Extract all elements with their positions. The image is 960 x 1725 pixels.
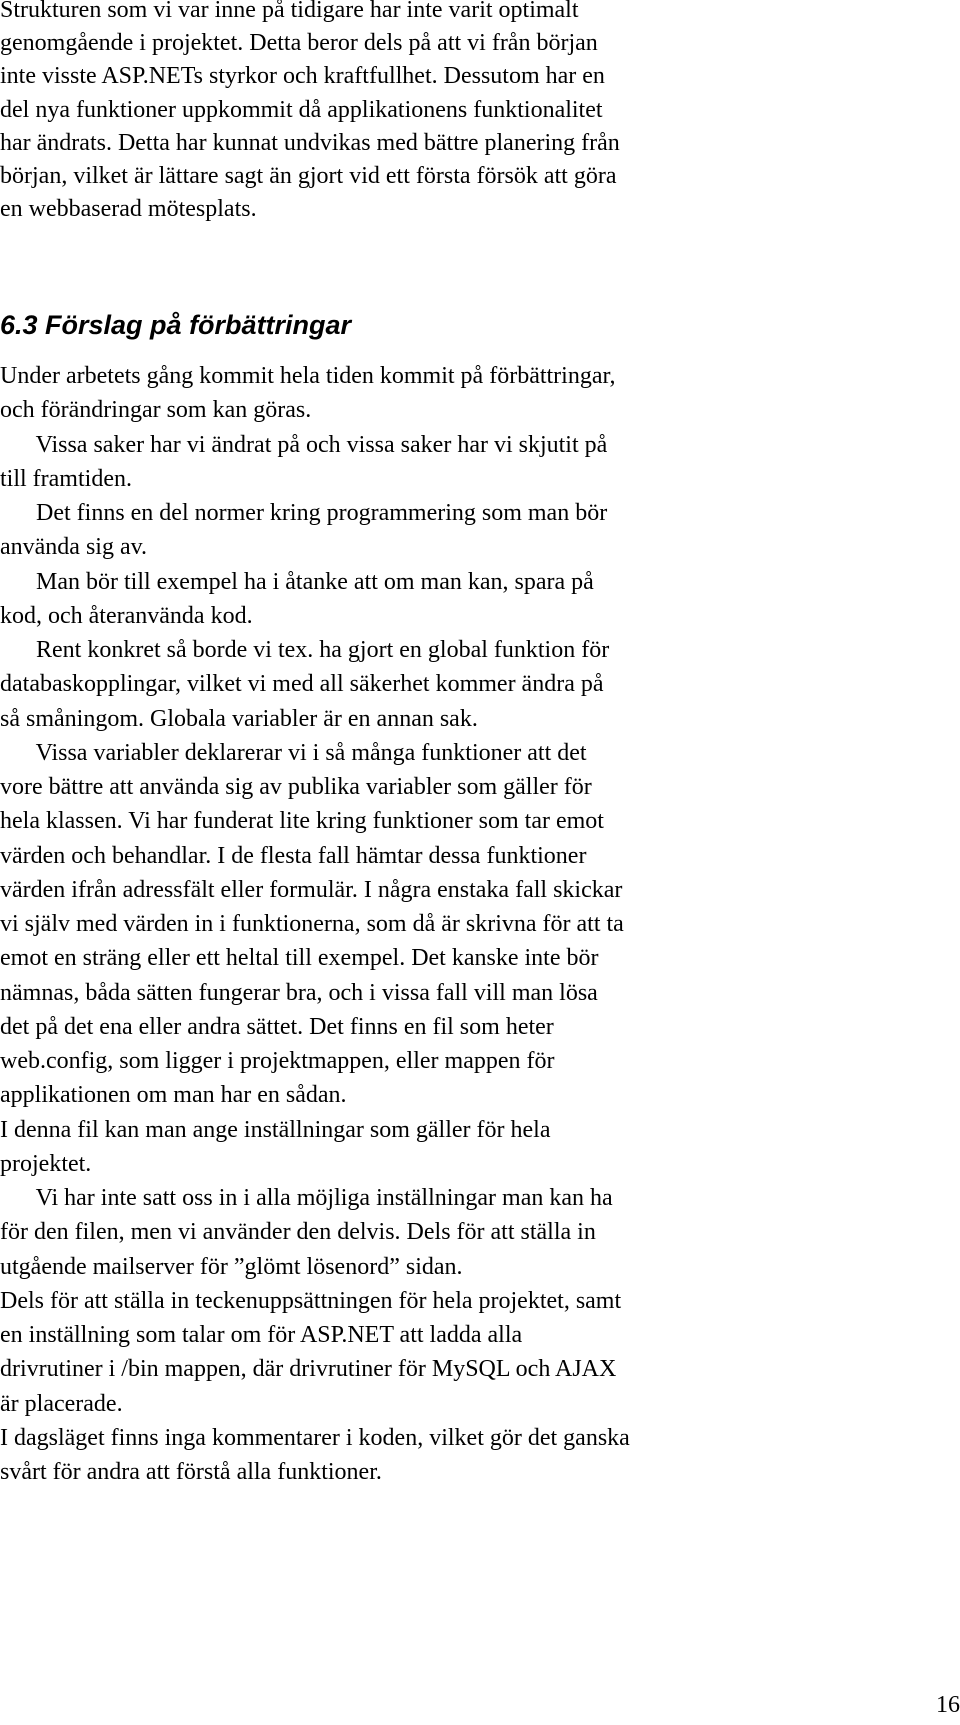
body-line: web.config, som ligger i projektmappen, eller mappen för	[0, 1048, 555, 1074]
body-line: drivrutiner i /bin mappen, där drivrutiner för MySQL och AJAX	[0, 1356, 617, 1383]
body-line: emot en sträng eller ett heltal till exempel. Det kanske inte bör	[0, 945, 599, 972]
body-line: Vissa saker har vi ändrat på och vissa saker har vi skjutit på	[0, 431, 608, 458]
body-line: applikationen om man har en sådan.	[0, 1082, 347, 1109]
section-heading: 6.3 Förslag på förbättringar	[0, 310, 352, 340]
body-line: vi själv med värden in i funktionerna, som då är skrivna för att ta	[0, 911, 624, 937]
body-line: så småningom. Globala variabler är en annan sak.	[0, 705, 478, 732]
body-line: databaskopplingar, vilket vi med all säkerhet kommer ändra på	[0, 671, 604, 698]
body-line: och förändringar som kan göras.	[0, 397, 312, 424]
body-line: använda sig av.	[0, 534, 148, 561]
body-line: svårt för andra att förstå alla funktioner.	[0, 1459, 382, 1485]
body-line: värden och behandlar. I de flesta fall hämtar dessa funktioner	[0, 842, 587, 869]
intro-paragraph: Strukturen som vi var inne på tidigare har inte varit optimalt genomgående i projektet. Detta beror dels på att vi från början inte visste ASP.NETs styrkor och kraftfullhet. Dessutom har en del nya funktioner uppkommit då applikationens funktionalitet har ändrats. Detta har kunnat undvikas med bättre planering från början, vilket är lättare sagt än gjort vid ett första försök att göra en webbaserad mötesplats.	[0, 0, 620, 223]
body-line: till framtiden.	[0, 465, 132, 492]
body-line: Rent konkret så borde vi tex. ha gjort en global funktion för	[0, 637, 610, 663]
body-line: Vi har inte satt oss in i alla möjliga inställningar man kan ha	[0, 1185, 613, 1211]
body-line: I dagsläget finns inga kommentarer i koden, vilket gör det ganska	[0, 1424, 630, 1451]
body-line: det på det ena eller andra sättet. Det finns en fil som heter	[0, 1013, 554, 1040]
body-line: nämnas, båda sätten fungerar bra, och i vissa fall vill man lösa	[0, 979, 598, 1006]
body-line: hela klassen. Vi har funderat lite kring funktioner som tar emot	[0, 808, 604, 835]
body-line: utgående mailserver för ”glömt lösenord” sidan.	[0, 1253, 463, 1280]
body-line: kod, och återanvända kod.	[0, 602, 253, 629]
section-body	[0, 359, 820, 1489]
body-line: Vissa variabler deklarerar vi i så många funktioner att det	[0, 739, 587, 766]
body-line: en inställning som talar om för ASP.NET att ladda alla	[0, 1322, 523, 1348]
body-line: värden ifrån adressfält eller formulär. I några enstaka fall skickar	[0, 876, 623, 903]
body-line: I denna fil kan man ange inställningar som gäller för hela	[0, 1116, 551, 1143]
body-line: är placerade.	[0, 1390, 123, 1417]
page-number: 16	[936, 1692, 960, 1718]
body-line: Det finns en del normer kring programmering som man bör	[0, 500, 608, 526]
body-line: för den filen, men vi använder den delvis. Dels för att ställa in	[0, 1219, 596, 1246]
body-line: Under arbetets gång kommit hela tiden kommit på förbättringar,	[0, 363, 616, 389]
body-line: vore bättre att använda sig av publika variabler som gäller för	[0, 774, 592, 800]
body-line: projektet.	[0, 1150, 92, 1177]
body-line: Man bör till exempel ha i åtanke att om man kan, spara på	[0, 568, 594, 595]
body-line: Dels för att ställa in teckenuppsättningen för hela projektet, samt	[0, 1287, 622, 1314]
